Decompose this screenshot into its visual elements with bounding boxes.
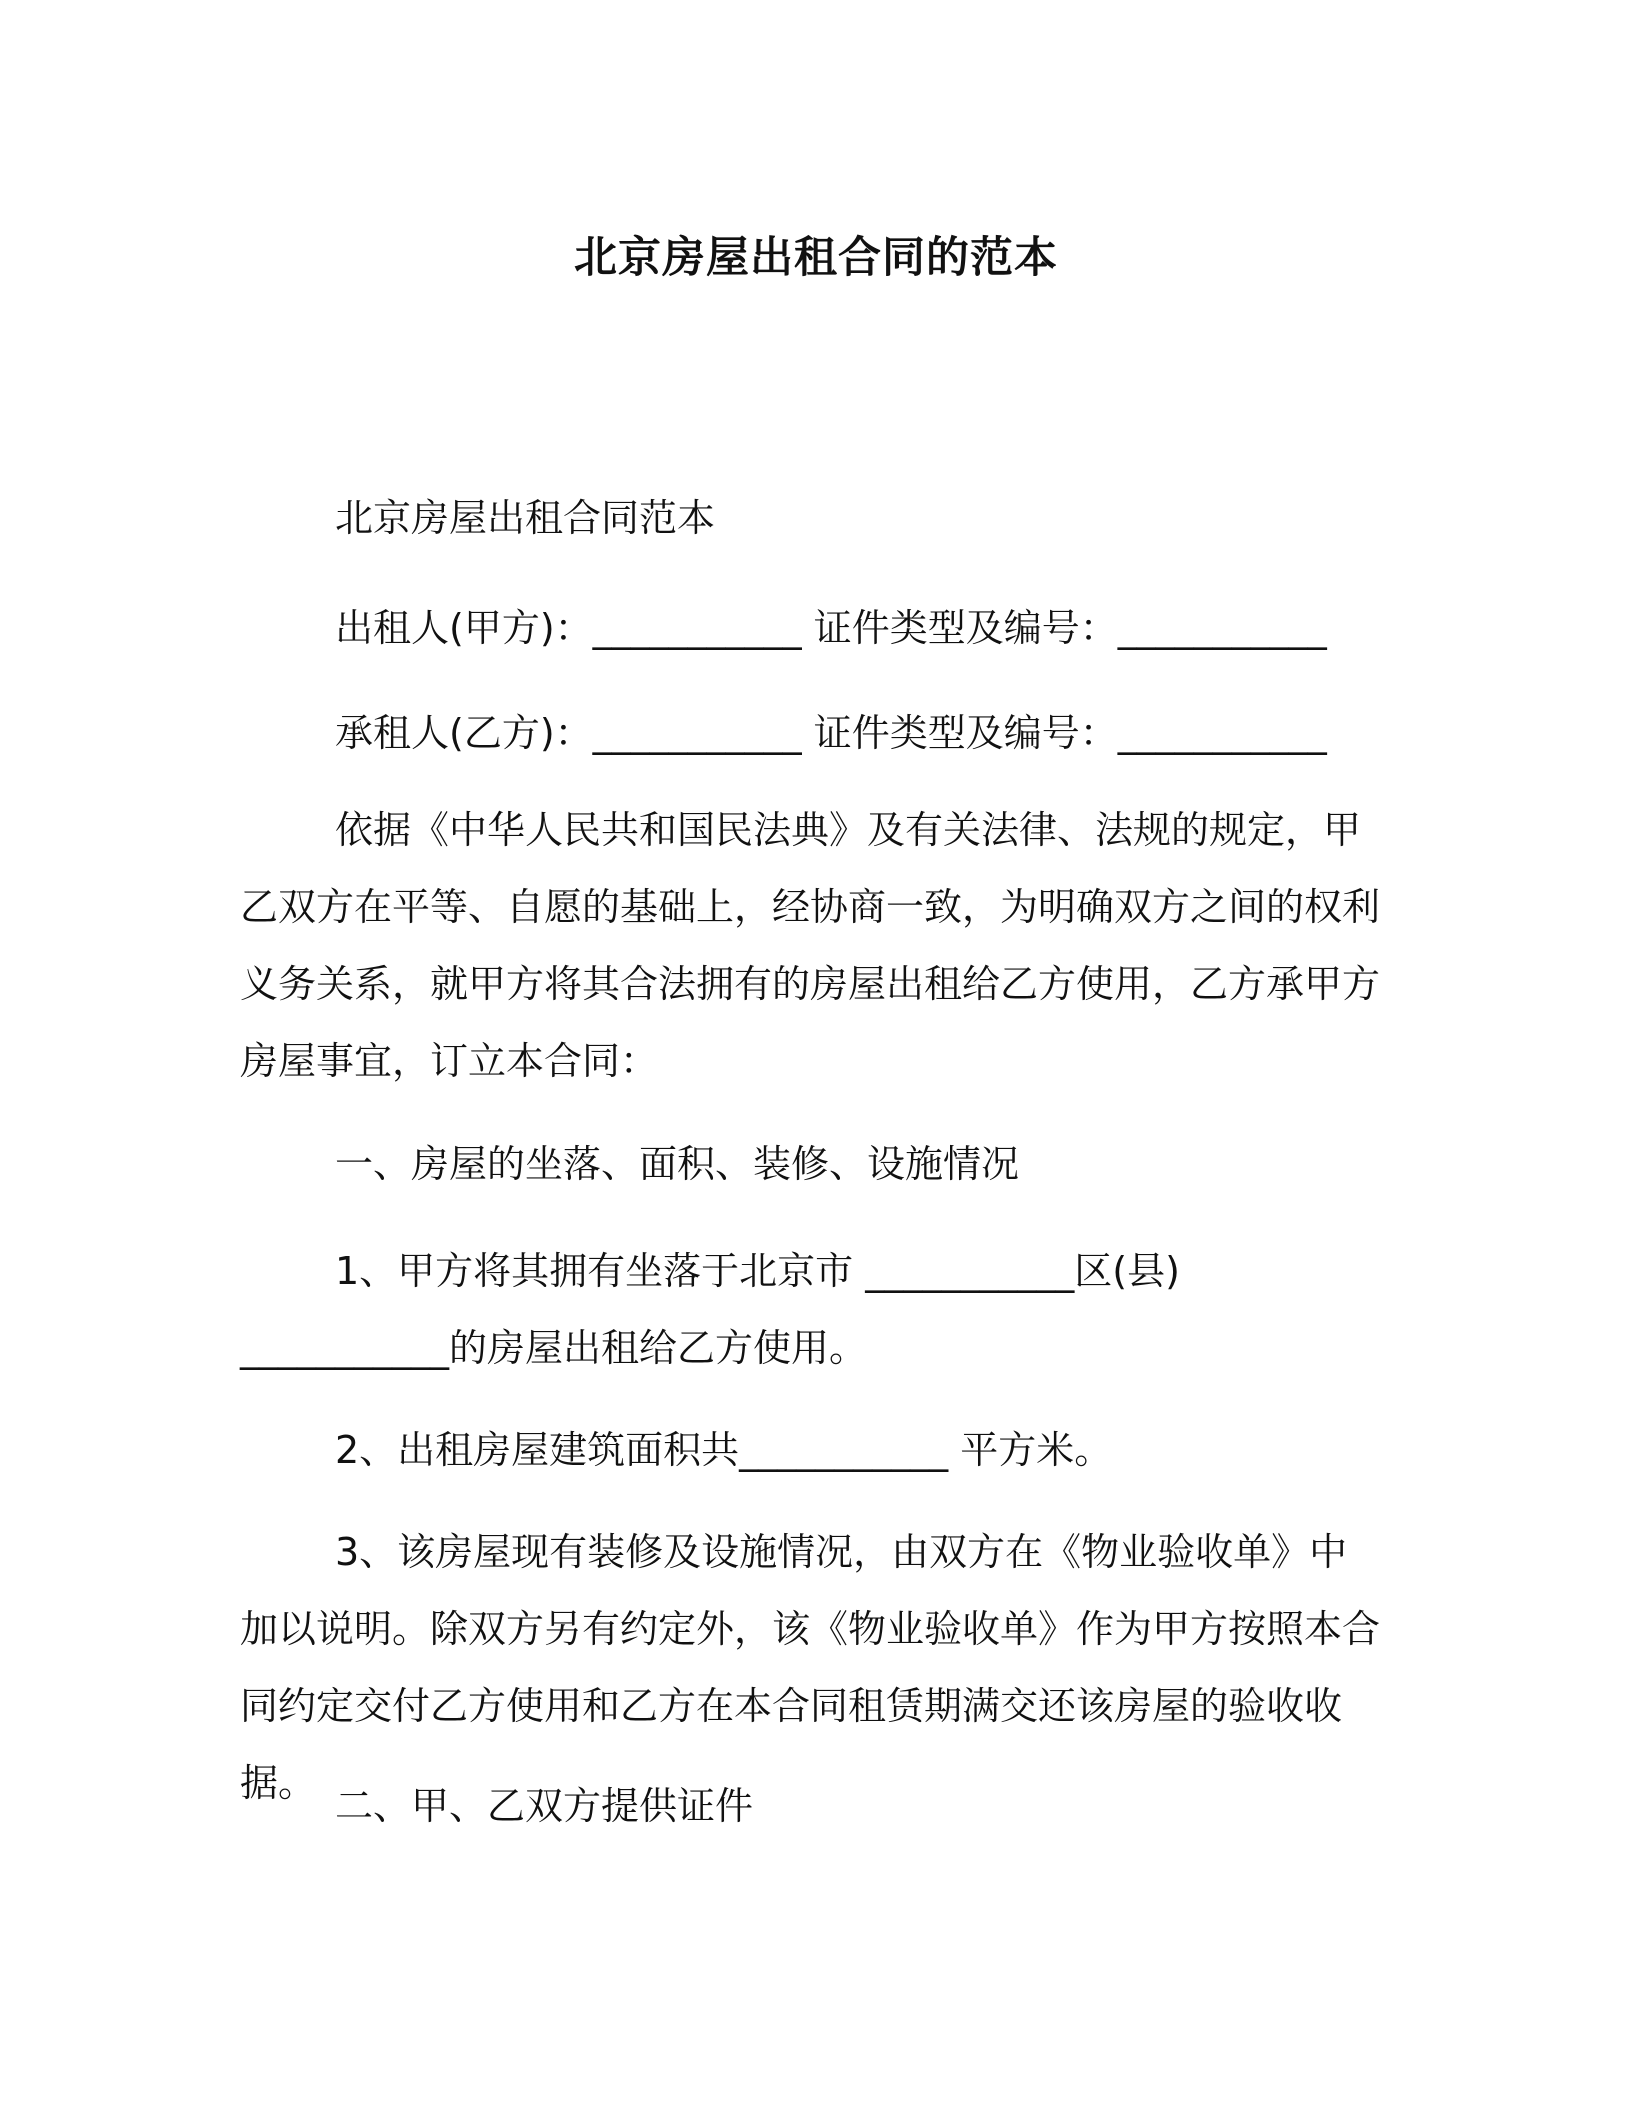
clause-2: 2、出租房屋建筑面积共___________ 平方米。	[335, 1428, 1113, 1472]
document-title: 北京房屋出租合同的范本	[574, 233, 1058, 283]
document-subtitle: 北京房屋出租合同范本	[335, 496, 716, 540]
section-2-heading: 二、甲、乙双方提供证件	[335, 1784, 754, 1828]
preamble-paragraph: 依据《中华人民共和国民法典》及有关法律、法规的规定，甲乙双方在平等、自愿的基础上，经协商一致，为明确双方之间的权利义务关系，就甲方将其合法拥有的房屋出租给乙方使用，乙方承甲方房屋事宜，订立本合同：	[240, 808, 1381, 1083]
section-1-heading: 一、房屋的坐落、面积、装修、设施情况	[335, 1142, 1020, 1186]
lessor-line: 出租人(甲方)：___________ 证件类型及编号：___________	[335, 606, 1327, 650]
clause-1: 1、甲方将其拥有坐落于北京市 ___________区(县) ___________的房屋出租给乙方使用。	[240, 1249, 1180, 1370]
lessee-line: 承租人(乙方)：___________ 证件类型及编号：___________	[335, 711, 1327, 755]
clause-3: 3、该房屋现有装修及设施情况，由双方在《物业验收单》中加以说明。除双方另有约定外，该《物业验收单》作为甲方按照本合同约定交付乙方使用和乙方在本合同租赁期满交还该房屋的验收收据。	[240, 1530, 1381, 1805]
